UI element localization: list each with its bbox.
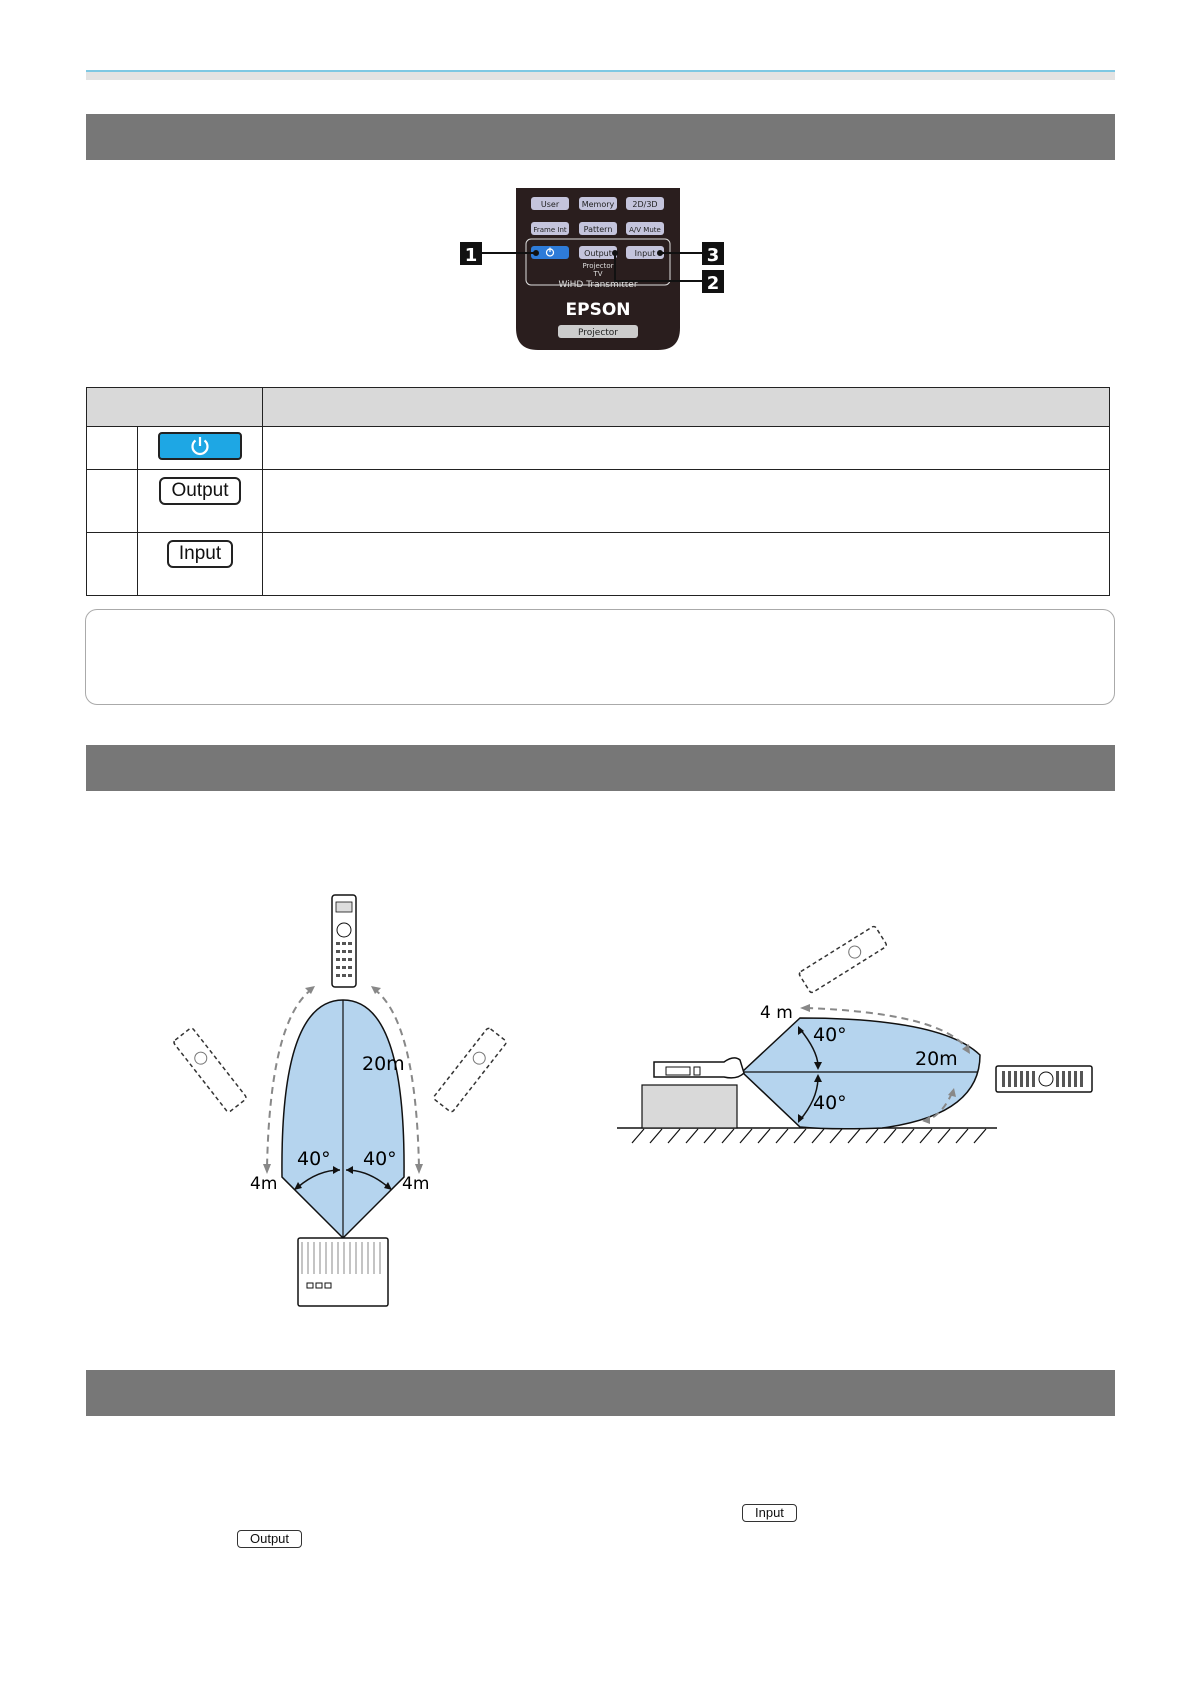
- section-bar-2: [86, 745, 1115, 791]
- table-button-cell: [138, 533, 263, 596]
- remote-tv-label: TV: [593, 270, 603, 278]
- remote-memory-label: Memory: [581, 200, 615, 209]
- remote-top-icon: [332, 895, 356, 987]
- table-row-number: [87, 533, 138, 596]
- inline-output-button: Output: [237, 1530, 302, 1548]
- power-button: [158, 432, 242, 460]
- remote-wihd-label: WiHD Transmitter: [558, 280, 638, 290]
- remote-pattern-label: Pattern: [583, 225, 613, 234]
- projector-side-icon: [654, 1058, 744, 1078]
- top-view-angle-right: 40°: [363, 1148, 397, 1170]
- button-function-table: [86, 387, 1110, 596]
- remote-user-label: User: [540, 200, 560, 209]
- top-view-distance-label: 20m: [362, 1053, 405, 1075]
- top-view-side-left: 4m: [250, 1174, 278, 1194]
- side-view-angle-upper: 40°: [813, 1024, 847, 1046]
- remote-2d3d-label: 2D/3D: [632, 200, 658, 209]
- remote-left-icon: [173, 1027, 247, 1113]
- remote-projector-label: Projector: [582, 262, 614, 270]
- table-button-cell: [138, 427, 263, 470]
- top-view-angle-left: 40°: [297, 1148, 331, 1170]
- remote-illustration: [458, 188, 748, 353]
- top-view-side-right: 4m: [402, 1174, 430, 1194]
- table-button-cell: [138, 470, 263, 533]
- side-view-side-label: 4 m: [760, 1003, 793, 1023]
- side-view-distance-label: 20m: [915, 1048, 958, 1070]
- table-row: [87, 427, 1110, 470]
- remote-dashed-icon: [798, 925, 887, 993]
- remote-brand: EPSON: [565, 300, 631, 320]
- remote-right-icon: [433, 1027, 507, 1113]
- section-bar-3: [86, 1370, 1115, 1416]
- table-description-cell: [263, 470, 1110, 533]
- section-bar-1: [86, 114, 1115, 160]
- side-view-angle-lower: 40°: [813, 1092, 847, 1114]
- table-row-number: [87, 470, 138, 533]
- top-view-range-diagram: [170, 890, 510, 1330]
- callout-3: 3: [706, 245, 720, 266]
- table-header-cell: [263, 388, 1110, 427]
- table-row-number: [87, 427, 138, 470]
- side-view-beam: [742, 1018, 980, 1129]
- note-box: [85, 609, 1115, 705]
- table-description-cell: [263, 427, 1110, 470]
- callout-2: 2: [706, 273, 720, 294]
- input-button: Input: [167, 540, 233, 568]
- side-view-range-diagram: [612, 915, 1002, 1155]
- inline-input-button: Input: [742, 1504, 797, 1522]
- remote-bottom-label: Projector: [578, 328, 618, 338]
- projector-top-icon: [298, 1238, 388, 1306]
- remote-frameint-label: Frame Int: [533, 226, 567, 234]
- remote-side-view-icon: [994, 1063, 1096, 1097]
- table-row: [87, 470, 1110, 533]
- output-button: Output: [159, 477, 240, 505]
- table-row: [87, 533, 1110, 596]
- table-description-cell: [263, 533, 1110, 596]
- remote-avmute-label: A/V Mute: [629, 226, 661, 234]
- remote-input-label: Input: [634, 249, 656, 258]
- callout-1: 1: [464, 245, 478, 266]
- remote-output-label: Output: [584, 249, 612, 258]
- header-rule: [86, 70, 1115, 80]
- table-header-cell: [87, 388, 263, 427]
- table-header-row: [87, 388, 1110, 427]
- power-icon: [160, 434, 240, 458]
